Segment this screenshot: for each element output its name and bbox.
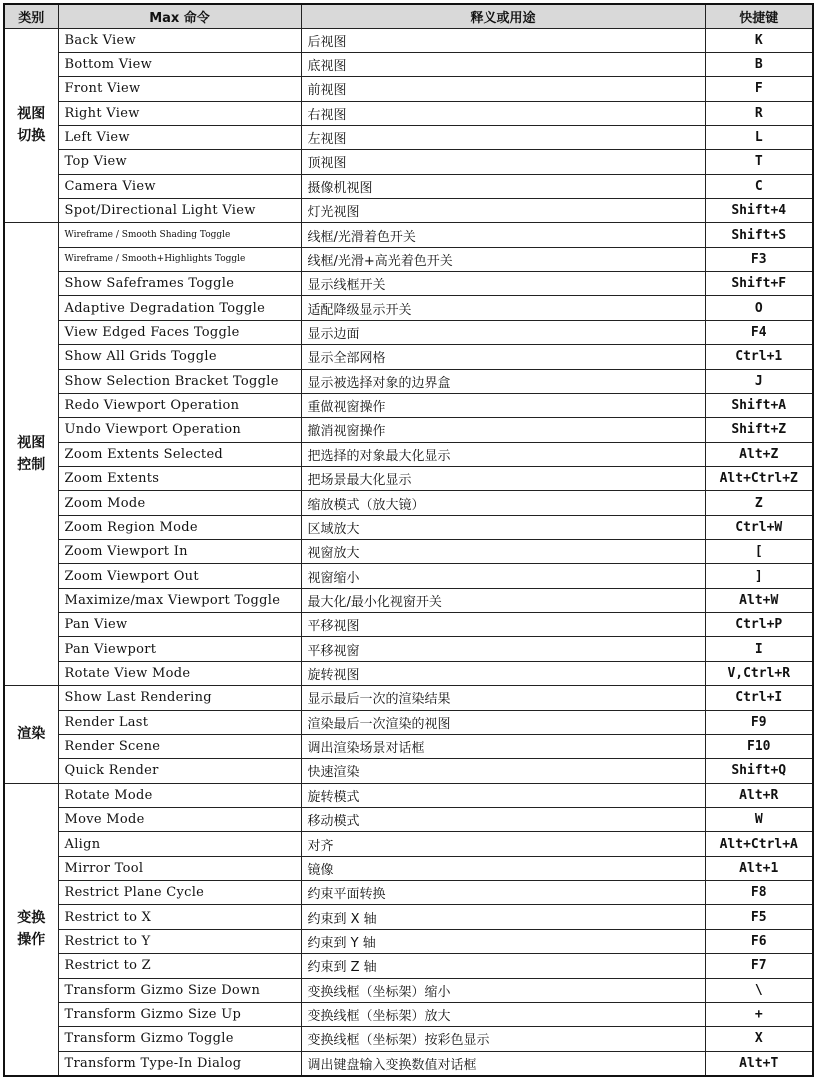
command-cell: Right View (58, 101, 301, 125)
table-row (4, 978, 813, 1002)
shortcut-cell: Alt+Ctrl+A (705, 832, 813, 856)
command-cell: Maximize/max Viewport Toggle (58, 588, 301, 612)
command-cell: Undo Viewport Operation (58, 418, 301, 442)
table-row (4, 856, 813, 880)
command-cell: Zoom Mode (58, 491, 301, 515)
command-cell: Wireframe / Smooth Shading Toggle (58, 223, 301, 247)
description-cell: 调出渲染场景对话框 (301, 734, 705, 758)
description-cell: 旋转视图 (301, 661, 705, 685)
shortcut-cell: T (705, 150, 813, 174)
table-row (4, 954, 813, 978)
shortcut-cell: F9 (705, 710, 813, 734)
header-shortcut: 快捷键 (705, 4, 813, 28)
table-row (4, 28, 813, 52)
description-cell: 左视图 (301, 125, 705, 149)
description-cell: 约束到 X 轴 (301, 905, 705, 929)
shortcut-cell: Alt+Ctrl+Z (705, 466, 813, 490)
category-cell (4, 223, 58, 686)
shortcut-cell: F10 (705, 734, 813, 758)
shortcut-cell: F6 (705, 929, 813, 953)
shortcut-cell: R (705, 101, 813, 125)
table-row (4, 1051, 813, 1076)
shortcut-cell: F3 (705, 247, 813, 271)
table-row (4, 588, 813, 612)
category-cell (4, 686, 58, 783)
command-cell: Show Selection Bracket Toggle (58, 369, 301, 393)
table-row (4, 52, 813, 76)
description-cell: 视窗缩小 (301, 564, 705, 588)
description-cell: 镜像 (301, 856, 705, 880)
shortcut-cell: [ (705, 540, 813, 564)
description-cell: 撤消视窗操作 (301, 418, 705, 442)
table-row (4, 296, 813, 320)
shortcut-cell: X (705, 1027, 813, 1051)
description-cell: 底视图 (301, 52, 705, 76)
command-cell: View Edged Faces Toggle (58, 320, 301, 344)
description-cell: 摄像机视图 (301, 174, 705, 198)
table-row (4, 929, 813, 953)
description-cell: 渲染最后一次渲染的视图 (301, 710, 705, 734)
description-cell: 快速渲染 (301, 759, 705, 783)
table-row (4, 247, 813, 271)
command-cell: Left View (58, 125, 301, 149)
description-cell: 缩放模式（放大镜） (301, 491, 705, 515)
description-cell: 显示被选择对象的边界盒 (301, 369, 705, 393)
shortcut-cell: I (705, 637, 813, 661)
description-cell: 显示边面 (301, 320, 705, 344)
command-cell: Rotate View Mode (58, 661, 301, 685)
description-cell: 对齐 (301, 832, 705, 856)
description-cell: 移动模式 (301, 808, 705, 832)
description-cell: 变换线框（坐标架）按彩色显示 (301, 1027, 705, 1051)
command-cell: Wireframe / Smooth+Highlights Toggle (58, 247, 301, 271)
shortcut-cell: Shift+Z (705, 418, 813, 442)
table-row (4, 418, 813, 442)
description-cell: 平移视窗 (301, 637, 705, 661)
table-body (4, 28, 813, 1076)
shortcut-cell: V,Ctrl+R (705, 661, 813, 685)
command-cell: Transform Gizmo Toggle (58, 1027, 301, 1051)
table-row (4, 150, 813, 174)
category-label: 渲染 (17, 726, 46, 743)
shortcut-cell: Shift+A (705, 393, 813, 417)
description-cell: 区域放大 (301, 515, 705, 539)
command-cell: Align (58, 832, 301, 856)
shortcut-cell: Alt+R (705, 783, 813, 807)
table-row (4, 1027, 813, 1051)
shortcut-cell: F4 (705, 320, 813, 344)
table-row (4, 710, 813, 734)
command-cell: Transform Gizmo Size Up (58, 1002, 301, 1026)
table-row (4, 905, 813, 929)
description-cell: 最大化/最小化视窗开关 (301, 588, 705, 612)
description-cell: 右视图 (301, 101, 705, 125)
command-cell: Quick Render (58, 759, 301, 783)
command-cell: Restrict to Z (58, 954, 301, 978)
shortcut-cell: Alt+W (705, 588, 813, 612)
command-cell: Top View (58, 150, 301, 174)
table-row (4, 1002, 813, 1026)
description-cell: 调出键盘输入变换数值对话框 (301, 1051, 705, 1076)
description-cell: 平移视图 (301, 613, 705, 637)
shortcut-cell: Alt+Z (705, 442, 813, 466)
shortcut-cell: F5 (705, 905, 813, 929)
category-label: 视图 (17, 106, 46, 123)
description-cell: 前视图 (301, 77, 705, 101)
description-cell: 线框/光滑着色开关 (301, 223, 705, 247)
shortcut-cell: B (705, 52, 813, 76)
command-cell: Bottom View (58, 52, 301, 76)
shortcut-cell: W (705, 808, 813, 832)
table-row (4, 661, 813, 685)
command-cell: Render Last (58, 710, 301, 734)
shortcut-cell: Alt+1 (705, 856, 813, 880)
command-cell: Restrict Plane Cycle (58, 881, 301, 905)
description-cell: 把场景最大化显示 (301, 466, 705, 490)
table-row (4, 466, 813, 490)
description-cell: 适配降级显示开关 (301, 296, 705, 320)
description-cell: 后视图 (301, 28, 705, 52)
description-cell: 约束到 Z 轴 (301, 954, 705, 978)
shortcut-cell: + (705, 1002, 813, 1026)
shortcut-cell: Shift+S (705, 223, 813, 247)
table-row (4, 808, 813, 832)
table-row (4, 199, 813, 223)
command-cell: Mirror Tool (58, 856, 301, 880)
shortcut-cell: L (705, 125, 813, 149)
shortcut-cell: Shift+F (705, 272, 813, 296)
description-cell: 顶视图 (301, 150, 705, 174)
shortcut-cell: O (705, 296, 813, 320)
category-label: 视图 (17, 435, 46, 452)
command-cell: Transform Gizmo Size Down (58, 978, 301, 1002)
command-cell: Render Scene (58, 734, 301, 758)
table-row (4, 686, 813, 710)
description-cell: 显示最后一次的渲染结果 (301, 686, 705, 710)
shortcut-cell: K (705, 28, 813, 52)
header-category: 类别 (4, 4, 58, 28)
category-label: 控制 (17, 457, 46, 474)
table-row (4, 734, 813, 758)
table-row (4, 783, 813, 807)
command-cell: Restrict to Y (58, 929, 301, 953)
header-command: Max 命令 (58, 4, 301, 28)
shortcut-cell: J (705, 369, 813, 393)
table-row (4, 320, 813, 344)
table-row (4, 832, 813, 856)
shortcut-cell: F7 (705, 954, 813, 978)
command-cell: Rotate Mode (58, 783, 301, 807)
shortcut-cell: ] (705, 564, 813, 588)
description-cell: 约束平面转换 (301, 881, 705, 905)
command-cell: Show Last Rendering (58, 686, 301, 710)
command-cell: Spot/Directional Light View (58, 199, 301, 223)
command-cell: Zoom Extents (58, 466, 301, 490)
category-cell (4, 28, 58, 223)
command-cell: Transform Type-In Dialog (58, 1051, 301, 1076)
shortcut-cell: F (705, 77, 813, 101)
table-row (4, 369, 813, 393)
description-cell: 旋转模式 (301, 783, 705, 807)
shortcut-cell: Shift+4 (705, 199, 813, 223)
description-cell: 重做视窗操作 (301, 393, 705, 417)
shortcut-cell: C (705, 174, 813, 198)
header-description: 释义或用途 (301, 4, 705, 28)
table-row (4, 174, 813, 198)
table-row (4, 442, 813, 466)
table-row (4, 491, 813, 515)
command-cell: Redo Viewport Operation (58, 393, 301, 417)
table-row (4, 515, 813, 539)
shortcut-cell: Z (705, 491, 813, 515)
command-cell: Back View (58, 28, 301, 52)
header-row (4, 4, 813, 28)
shortcut-cell: F8 (705, 881, 813, 905)
shortcut-table (3, 3, 814, 1077)
category-cell (4, 783, 58, 1076)
description-cell: 约束到 Y 轴 (301, 929, 705, 953)
command-cell: Show Safeframes Toggle (58, 272, 301, 296)
command-cell: Adaptive Degradation Toggle (58, 296, 301, 320)
description-cell: 变换线框（坐标架）放大 (301, 1002, 705, 1026)
shortcut-cell: Shift+Q (705, 759, 813, 783)
command-cell: Front View (58, 77, 301, 101)
description-cell: 变换线框（坐标架）缩小 (301, 978, 705, 1002)
category-label: 操作 (17, 932, 46, 949)
command-cell: Pan Viewport (58, 637, 301, 661)
command-cell: Show All Grids Toggle (58, 345, 301, 369)
shortcut-cell: Ctrl+P (705, 613, 813, 637)
table-row (4, 613, 813, 637)
table-row (4, 637, 813, 661)
description-cell: 显示全部网格 (301, 345, 705, 369)
table-row (4, 881, 813, 905)
table-row (4, 540, 813, 564)
shortcut-cell: Ctrl+W (705, 515, 813, 539)
table-row (4, 77, 813, 101)
shortcut-cell: \ (705, 978, 813, 1002)
table-row (4, 759, 813, 783)
table-row (4, 345, 813, 369)
description-cell: 视窗放大 (301, 540, 705, 564)
command-cell: Pan View (58, 613, 301, 637)
shortcut-cell: Alt+T (705, 1051, 813, 1076)
description-cell: 灯光视图 (301, 199, 705, 223)
command-cell: Zoom Viewport In (58, 540, 301, 564)
table-row (4, 223, 813, 247)
table-row (4, 564, 813, 588)
command-cell: Zoom Extents Selected (58, 442, 301, 466)
table-row (4, 393, 813, 417)
command-cell: Move Mode (58, 808, 301, 832)
category-label: 切换 (17, 128, 46, 145)
table-row (4, 101, 813, 125)
table-row (4, 125, 813, 149)
command-cell: Zoom Region Mode (58, 515, 301, 539)
description-cell: 显示线框开关 (301, 272, 705, 296)
command-cell: Restrict to X (58, 905, 301, 929)
description-cell: 线框/光滑+高光着色开关 (301, 247, 705, 271)
table-row (4, 272, 813, 296)
command-cell: Camera View (58, 174, 301, 198)
shortcut-cell: Ctrl+I (705, 686, 813, 710)
category-label: 变换 (17, 910, 46, 927)
shortcut-cell: Ctrl+1 (705, 345, 813, 369)
description-cell: 把选择的对象最大化显示 (301, 442, 705, 466)
command-cell: Zoom Viewport Out (58, 564, 301, 588)
